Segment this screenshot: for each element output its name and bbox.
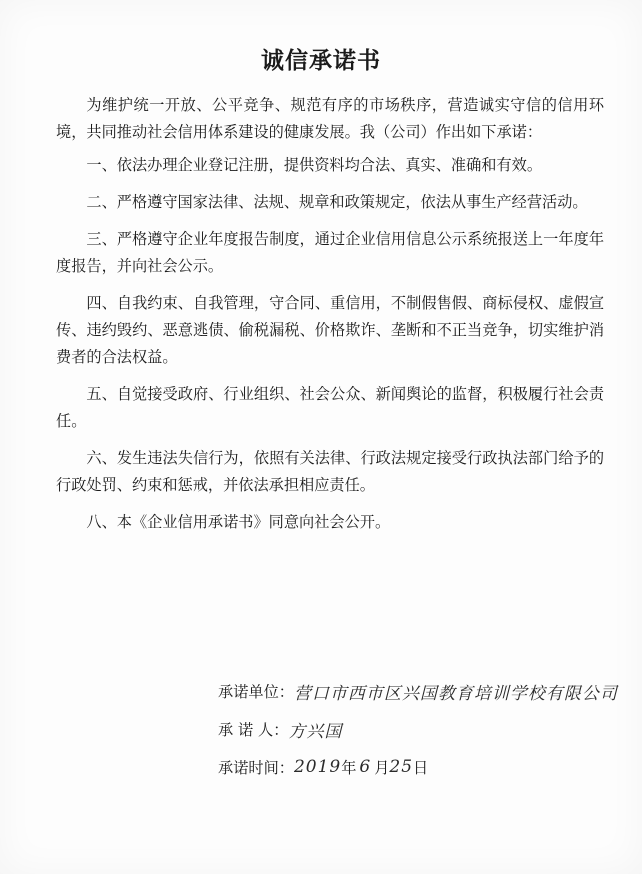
date-year-unit: 年 (341, 758, 357, 777)
paragraph-item-4: 四、自我约束、自我管理，守合同、重信用，不制假售假、商标侵权、虚假宣传、违约毁约、恶意逃债、偷税漏税、价格欺诈、垄断和不正当竞争，切实维护消费者的合法权益。 (56, 294, 604, 366)
paragraph-item-8: 八、本《企业信用承诺书》同意向社会公开。 (86, 513, 391, 531)
unit-handwritten-value: 营口市西市区兴国教育培训学校有限公司 (293, 683, 618, 704)
document-body (56, 92, 604, 546)
date-day-unit: 日 (413, 758, 429, 777)
paragraph-item-5: 五、自觉接受政府、行业组织、社会公众、新闻舆论的监督，积极履行社会责任。 (56, 385, 604, 430)
date-day-value: 25 (389, 757, 414, 777)
date-year-value: 2019 (293, 757, 342, 777)
date-month-unit: 月 (374, 758, 390, 777)
paragraph-item-1: 一、依法办理企业登记注册，提供资料均合法、真实、准确和有效。 (86, 156, 543, 174)
signature-person-row (218, 710, 618, 748)
signature-date-row (218, 748, 618, 786)
signature-unit-row (218, 672, 618, 710)
document-title: 诚信承诺书 (261, 48, 381, 74)
signature-block (218, 672, 618, 786)
person-label: 承 诺 人： (218, 720, 289, 739)
date-label: 承诺时间： (218, 758, 294, 777)
paragraph-item-6: 六、发生违法失信行为，依照有关法律、行政法规定接受行政执法部门给予的行政处罚、约束和惩戒，并依法承担相应责任。 (56, 449, 604, 494)
paragraph-item-2: 二、严格遵守国家法律、法规、规章和政策规定，依法从事生产经营活动。 (86, 193, 588, 211)
unit-label: 承诺单位： (218, 682, 294, 701)
date-month-value: 6 (359, 757, 372, 777)
paragraph-item-3: 三、严格遵守企业年度报告制度，通过企业信用信息公示系统报送上一年度年度报告，并向社会公示。 (56, 230, 604, 275)
person-handwritten-value: 方兴国 (288, 721, 343, 742)
paragraph-intro: 为维护统一开放、公平竞争、规范有序的市场秩序，营造诚实守信的信用环境，共同推动社会信用体系建设的健康发展。我（公司）作出如下承诺： (56, 96, 604, 141)
